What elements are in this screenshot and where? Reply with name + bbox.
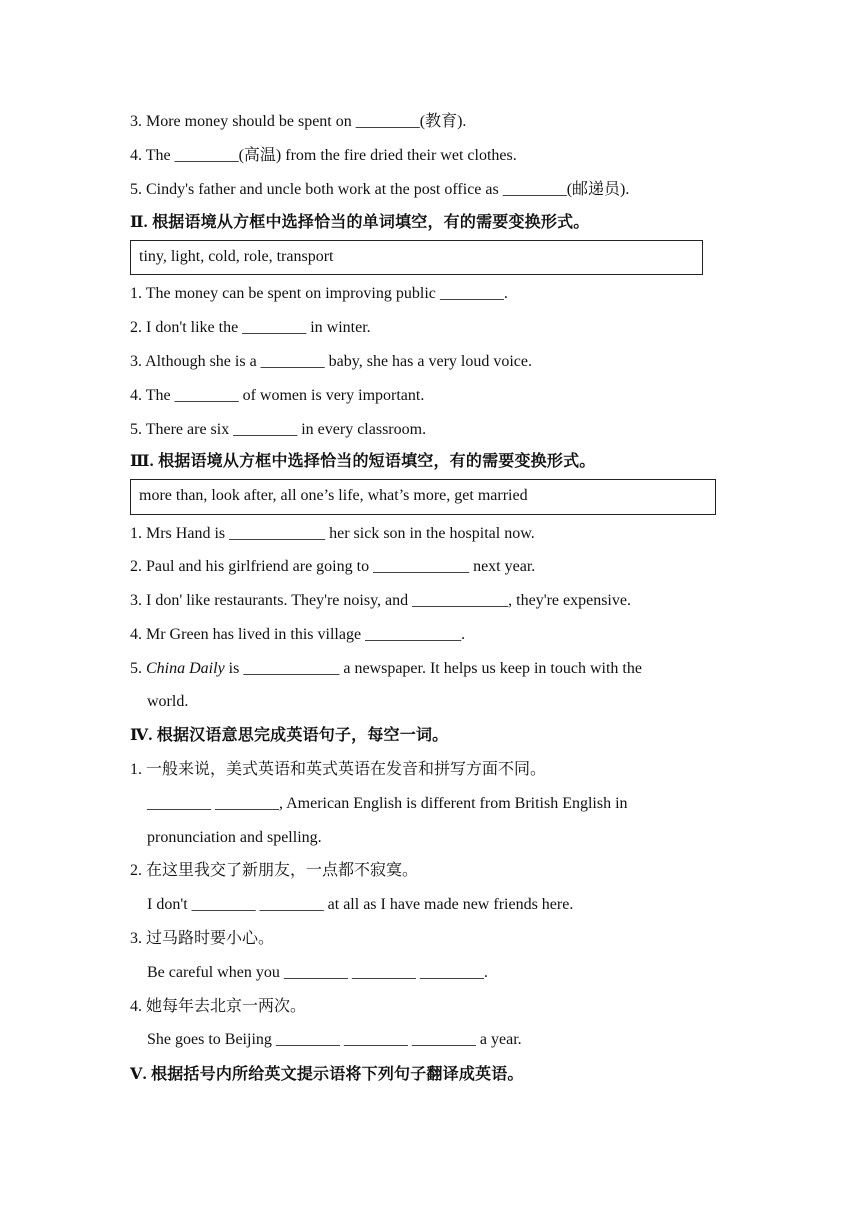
newspaper-title: China Daily bbox=[146, 660, 225, 677]
exercise-item: 3. More money should be spent on ________(教育). bbox=[130, 113, 467, 130]
english-answer-line: ________ ________, American English is different from British English in bbox=[147, 795, 628, 812]
exercise-item bbox=[130, 659, 642, 679]
english-answer-line: Be careful when you ________ ________ ________. bbox=[147, 964, 488, 981]
exercise-item: 2. I don't like the ________ in winter. bbox=[130, 319, 371, 336]
english-answer-line: I don't ________ ________ at all as I have made new friends here. bbox=[147, 896, 574, 913]
exercise-item: 4. The ________(高温) from the fire dried their wet clothes. bbox=[130, 147, 517, 164]
exercise-item: 1. The money can be spent on improving public ________. bbox=[130, 285, 508, 302]
exercise-item: 3. I don' like restaurants. They're noisy, and ____________, they're expensive. bbox=[130, 592, 631, 609]
english-answer-line: pronunciation and spelling. bbox=[147, 829, 322, 846]
exercise-item: 5. Cindy's father and uncle both work at the post office as ________(邮递员). bbox=[130, 181, 630, 198]
section-heading-3: Ⅲ. 根据语境从方框中选择恰当的短语填空，有的需要变换形式。 bbox=[130, 453, 596, 470]
word-bank-text: tiny, light, cold, role, transport bbox=[139, 248, 334, 265]
exercise-item: 3. Although she is a ________ baby, she has a very loud voice. bbox=[130, 353, 533, 370]
section-heading-4: Ⅳ. 根据汉语意思完成英语句子，每空一词。 bbox=[130, 727, 449, 744]
exercise-item: 1. Mrs Hand is ____________ her sick son in the hospital now. bbox=[130, 525, 535, 542]
exercise-item: 2. Paul and his girlfriend are going to ____________ next year. bbox=[130, 558, 536, 575]
exercise-item: 5. There are six ________ in every classroom. bbox=[130, 421, 427, 438]
chinese-prompt: 3. 过马路时要小心。 bbox=[130, 930, 275, 947]
item-number: 5. bbox=[130, 660, 146, 677]
section-heading-5: Ⅴ. 根据括号内所给英文提示语将下列句子翻译成英语。 bbox=[130, 1066, 524, 1083]
chinese-prompt: 2. 在这里我交了新朋友，一点都不寂寞。 bbox=[130, 862, 419, 879]
phrase-bank-text: more than, look after, all one’s life, what’s more, get married bbox=[139, 487, 528, 504]
chinese-prompt: 4. 她每年去北京一两次。 bbox=[130, 998, 307, 1015]
exercise-item: 4. The ________ of women is very important. bbox=[130, 387, 425, 404]
word-bank-box bbox=[130, 240, 703, 275]
phrase-bank-box bbox=[130, 479, 716, 515]
exercise-item-continuation: world. bbox=[147, 693, 189, 710]
section-heading-2: Ⅱ. 根据语境从方框中选择恰当的单词填空，有的需要变换形式。 bbox=[130, 214, 590, 231]
chinese-prompt: 1. 一般来说，美式英语和英式英语在发音和拼写方面不同。 bbox=[130, 761, 547, 778]
item-text: is ____________ a newspaper. It helps us keep in touch with the bbox=[224, 660, 642, 677]
english-answer-line: She goes to Beijing ________ ________ ________ a year. bbox=[147, 1031, 522, 1048]
exercise-item: 4. Mr Green has lived in this village ____________. bbox=[130, 626, 466, 643]
